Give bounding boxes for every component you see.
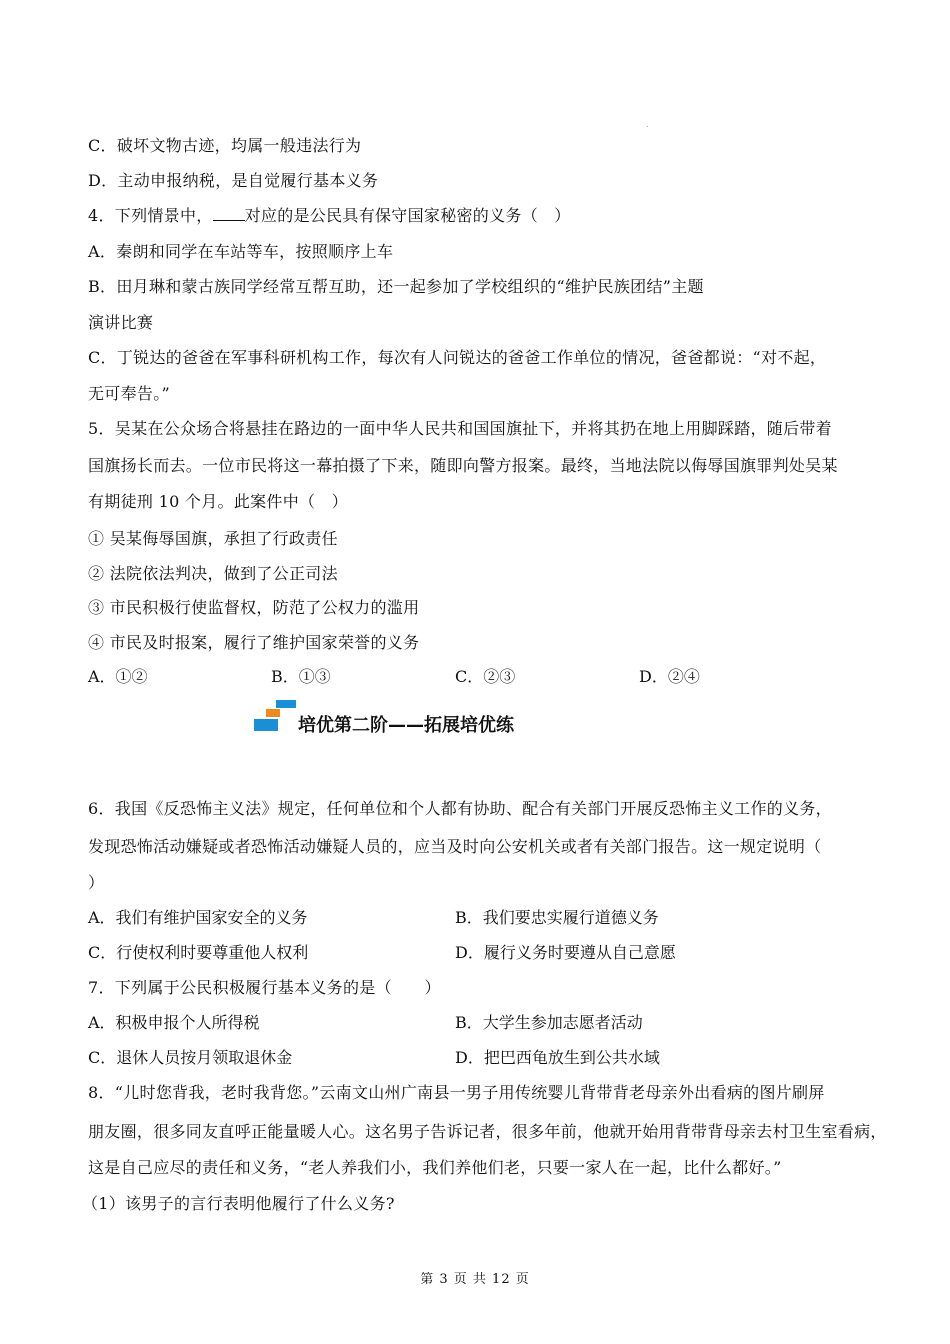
decorative-dot: . (646, 120, 649, 129)
q6-line3: ） (88, 873, 105, 892)
q8-subquestion-1: （1）该男子的言行表明他履行了什么义务? (82, 1194, 395, 1213)
q6-option-d: D．履行义务时要遵从自己意愿 (455, 943, 676, 962)
q5-option-d: D．②④ (639, 667, 700, 686)
q4-stem (88, 206, 571, 226)
q5-line3: 有期徒刑 10 个月。此案件中（ ） (88, 492, 348, 511)
q5-statement-4: ④ 市民及时报案，履行了维护国家荣誉的义务 (88, 633, 420, 652)
q6-line2: 发现恐怖活动嫌疑或者恐怖活动嫌疑人员的，应当及时向公安机关或者有关部门报告。这一规定说明（ (88, 837, 822, 856)
q7-option-b: B．大学生参加志愿者活动 (455, 1013, 643, 1032)
q5-option-a: A．①② (88, 667, 148, 686)
q5-statement-1: ① 吴某侮辱国旗，承担了行政责任 (88, 529, 338, 548)
q8-line1: 8．“儿时您背我，老时我背您。”云南文山州广南县一男子用传统婴儿背带背老母亲外出看病的图片刷屏 (88, 1083, 825, 1102)
q5-option-c: C．②③ (455, 667, 516, 686)
q4-stem-after: 对应的是公民具有保守国家秘密的义务（ ） (244, 206, 571, 225)
q5-option-b: B．①③ (271, 667, 331, 686)
q8-line2: 朋友圈，很多同友直呼正能量暖人心。这名男子告诉记者，很多年前，他就开始用背带背母亲去村卫生室看病， (88, 1122, 887, 1141)
q5-line2: 国旗扬长而去。一位市民将这一幕拍摄了下来，随即向警方报案。最终，当地法院以侮辱国旗罪判处吴某 (88, 456, 838, 475)
q7-stem: 7．下列属于公民积极履行基本义务的是（ ） (88, 978, 441, 997)
section-stairs-icon (254, 700, 298, 736)
q4-stem-before: 4．下列情景中， (88, 206, 213, 225)
q7-option-a: A．积极申报个人所得税 (88, 1013, 260, 1032)
q6-line1: 6．我国《反恐怖主义法》规定，任何单位和个人都有协助、配合有关部门开展反恐怖主义工作的义务， (88, 799, 832, 818)
q4-option-c-line2: 无可奉告。” (88, 384, 170, 403)
q5-line1: 5．吴某在公众场合将悬挂在路边的一面中华人民共和国国旗扯下，并将其扔在地上用脚踩踏，随后带着 (88, 419, 832, 438)
q6-option-a: A．我们有维护国家安全的义务 (88, 908, 308, 927)
q6-option-b: B．我们要忠实履行道德义务 (455, 908, 659, 927)
q5-statement-2: ② 法院依法判决，做到了公正司法 (88, 564, 338, 583)
q8-line3: 这是自己应尽的责任和义务，“老人养我们小，我们养他们老，只要一家人在一起，比什么都好。” (88, 1158, 782, 1177)
section-title: 培优第二阶——拓展培优练 (298, 715, 514, 736)
q4-option-b-line2: 演讲比赛 (88, 313, 154, 332)
q7-option-c: C．退休人员按月领取退休金 (88, 1048, 293, 1067)
q4-option-a: A．秦朗和同学在车站等车，按照顺序上车 (88, 242, 394, 261)
q5-statement-3: ③ 市民积极行使监督权，防范了公权力的滥用 (88, 598, 420, 617)
q4-blank (213, 206, 245, 221)
q4-option-c-line1: C．丁锐达的爸爸在军事科研机构工作，每次有人问锐达的爸爸工作单位的情况，爸爸都说：“对不起， (88, 348, 827, 367)
q3-option-d: D．主动申报纳税，是自觉履行基本义务 (88, 171, 379, 190)
q6-option-c: C．行使权利时要尊重他人权利 (88, 943, 309, 962)
q4-option-b-line1: B．田月琳和蒙古族同学经常互帮互助，还一起参加了学校组织的“维护民族团结”主题 (88, 277, 704, 296)
q3-option-c: C．破坏文物古迹，均属一般违法行为 (88, 136, 362, 155)
page-footer: 第 3 页 共 12 页 (420, 1272, 530, 1287)
q7-option-d: D．把巴西龟放生到公共水域 (455, 1048, 660, 1067)
